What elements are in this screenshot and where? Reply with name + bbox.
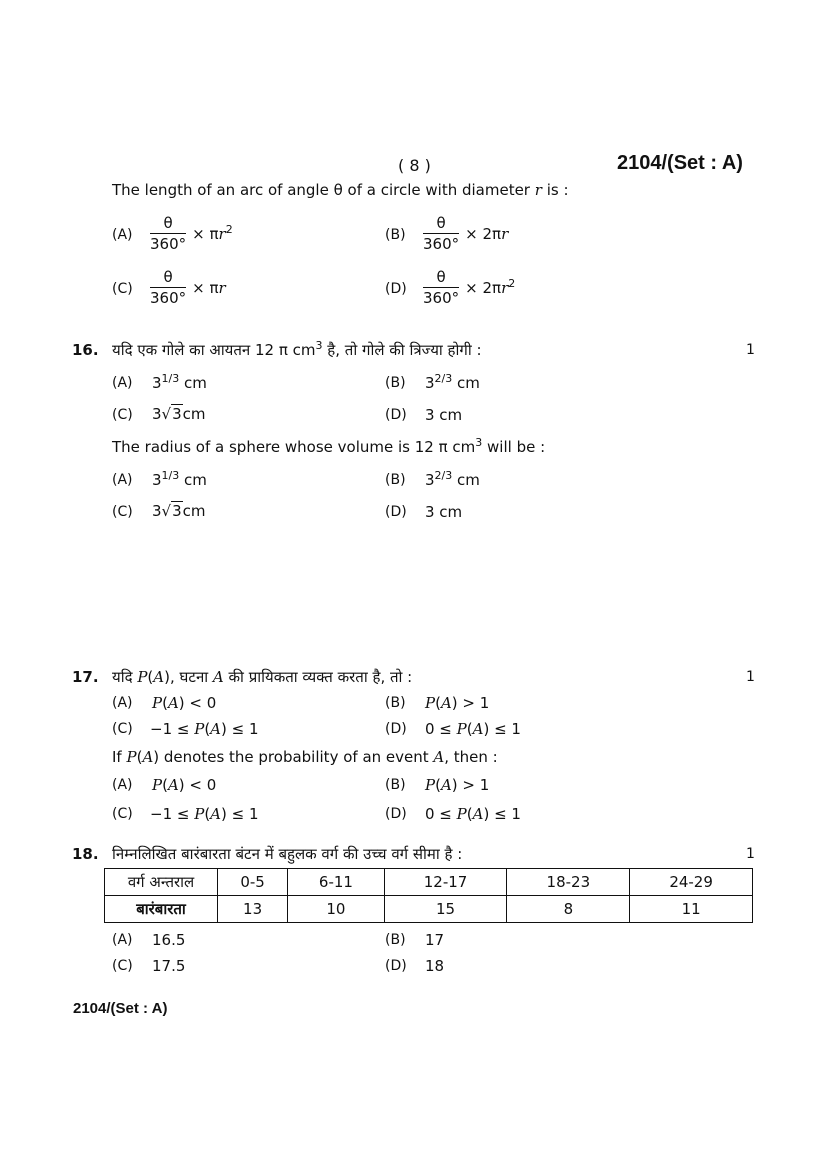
table-cell: 6-11 <box>288 869 384 896</box>
table-cell: 15 <box>384 896 507 923</box>
q18-option-b-label: (B) <box>385 932 406 948</box>
table-header-class-interval: वर्ग अन्तराल <box>105 869 218 896</box>
table-row <box>105 896 753 923</box>
q17-option-c-label: (C) <box>112 721 133 737</box>
q17-marks: 1 <box>746 669 755 685</box>
q17-option-d: 0 ≤ P(A) ≤ 1 <box>425 720 521 738</box>
q16-en-option-d-label: (D) <box>385 504 407 520</box>
q17-option-c: −1 ≤ P(A) ≤ 1 <box>150 720 259 738</box>
q17-text-en: If P(A) denotes the probability of an event A, then : <box>112 748 498 766</box>
q16-option-b: $3^{2/3}$ cm <box>425 372 480 392</box>
q17-option-b: P(A) > 1 <box>425 694 490 712</box>
q18-option-c: 17.5 <box>152 957 186 975</box>
q17-number: 17. <box>72 668 99 686</box>
q16-marks: 1 <box>746 342 755 358</box>
q16-option-a-label: (A) <box>112 375 133 391</box>
q18-marks: 1 <box>746 846 755 862</box>
table-cell: 8 <box>507 896 630 923</box>
q17-text-hi: यदि P(A), घटना A की प्रायिकता व्यक्त करता है, तो : <box>112 668 413 686</box>
q18-option-b: 17 <box>425 931 445 949</box>
q17-option-a: P(A) < 0 <box>152 694 217 712</box>
q15-option-c: $\frac{\theta}{360^\circ}$ × πr <box>150 268 226 307</box>
q16-option-c-label: (C) <box>112 407 133 423</box>
q17-option-b-label: (B) <box>385 695 406 711</box>
q15-option-d: $\frac{\theta}{360^\circ}$ × $2\pi r^2$ <box>423 268 516 307</box>
table-cell: 24-29 <box>630 869 753 896</box>
q15-option-d-label: (D) <box>385 281 407 297</box>
q16-text-hi: यदि एक गोले का आयतन 12 π $cm^3$ है, तो गोले की त्रिज्या होगी : <box>112 339 482 359</box>
q16-en-option-b: $3^{2/3}$ cm <box>425 469 480 489</box>
q15-option-a: $\frac{\theta}{360^\circ}$ × $\pi r^2$ <box>150 214 233 253</box>
table-cell: 13 <box>218 896 288 923</box>
table-cell: 12-17 <box>384 869 507 896</box>
q17-en-option-a: P(A) < 0 <box>152 776 217 794</box>
q17-en-option-d-label: (D) <box>385 806 407 822</box>
page-number: ( 8 ) <box>398 156 431 175</box>
q17-option-a-label: (A) <box>112 695 133 711</box>
q17-option-d-label: (D) <box>385 721 407 737</box>
q16-en-option-d: 3 cm <box>425 503 463 521</box>
table-cell: 11 <box>630 896 753 923</box>
q16-en-option-b-label: (B) <box>385 472 406 488</box>
q16-option-d-label: (D) <box>385 407 407 423</box>
q18-option-a: 16.5 <box>152 931 186 949</box>
q18-option-d-label: (D) <box>385 958 407 974</box>
q17-en-option-a-label: (A) <box>112 777 133 793</box>
q15-option-b: $\frac{\theta}{360^\circ}$ × 2πr <box>423 214 509 253</box>
q15-option-c-label: (C) <box>112 281 133 297</box>
q16-option-a: $3^{1/3}$ cm <box>152 372 207 392</box>
table-cell: 18-23 <box>507 869 630 896</box>
q17-en-option-c-label: (C) <box>112 806 133 822</box>
q15-option-a-label: (A) <box>112 227 133 243</box>
frequency-table <box>104 868 753 923</box>
table-cell: 10 <box>288 896 384 923</box>
q16-text-en: The radius of a sphere whose volume is 12 π $cm^3$ will be : <box>112 436 546 456</box>
q17-en-option-c: −1 ≤ P(A) ≤ 1 <box>150 805 259 823</box>
q17-en-option-b-label: (B) <box>385 777 406 793</box>
q16-number: 16. <box>72 341 99 359</box>
q16-option-c: 3√3cm <box>152 405 206 423</box>
q16-option-b-label: (B) <box>385 375 406 391</box>
q16-en-option-a: $3^{1/3}$ cm <box>152 469 207 489</box>
table-row <box>105 869 753 896</box>
q18-text-hi: निम्नलिखित बारंबारता बंटन में बहुलक वर्ग की उच्च वर्ग सीमा है : <box>112 845 463 863</box>
q15-option-b-label: (B) <box>385 227 406 243</box>
q16-option-d: 3 cm <box>425 406 463 424</box>
q15-text-en: The length of an arc of angle θ of a circle with diameter r is : <box>112 181 569 199</box>
q17-en-option-d: 0 ≤ P(A) ≤ 1 <box>425 805 521 823</box>
q16-en-option-c: 3√3cm <box>152 502 206 520</box>
q16-en-option-c-label: (C) <box>112 504 133 520</box>
q17-en-option-b: P(A) > 1 <box>425 776 490 794</box>
q18-option-a-label: (A) <box>112 932 133 948</box>
q18-option-c-label: (C) <box>112 958 133 974</box>
table-header-frequency: बारंबारता <box>105 896 218 923</box>
q18-option-d: 18 <box>425 957 445 975</box>
q18-number: 18. <box>72 845 99 863</box>
paper-code-header: 2104/(Set : A) <box>617 152 743 174</box>
q16-en-option-a-label: (A) <box>112 472 133 488</box>
paper-code-footer: 2104/(Set : A) <box>73 1000 168 1017</box>
table-cell: 0-5 <box>218 869 288 896</box>
